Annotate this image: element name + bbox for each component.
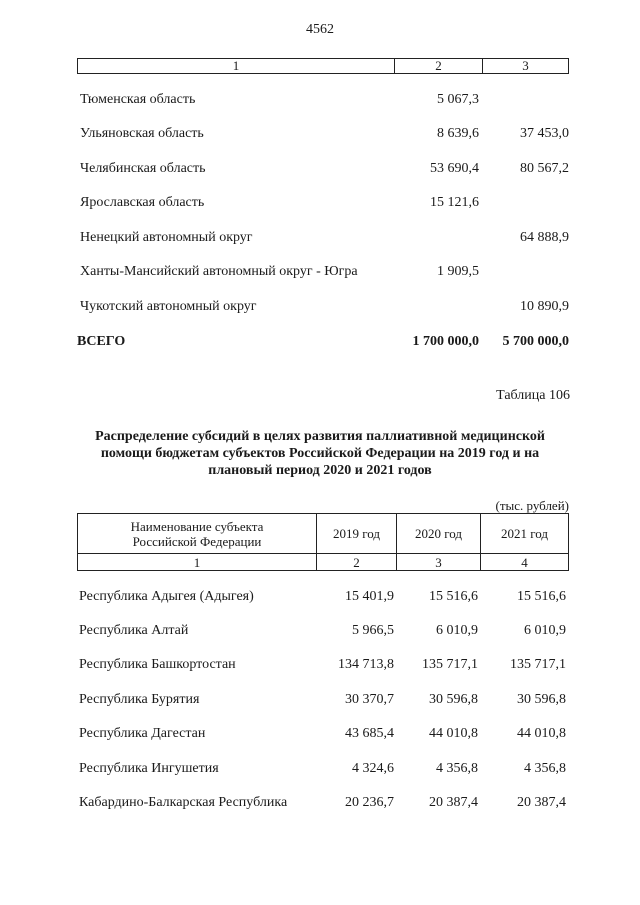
table1-header xyxy=(77,58,569,74)
subject-name: Республика Алтай xyxy=(79,623,189,638)
value-2019: 134 713,8 xyxy=(338,657,394,672)
table2-row xyxy=(77,794,569,812)
value-2021: 30 596,8 xyxy=(517,692,566,707)
region-name: Ханты-Мансийский автономный округ - Югра xyxy=(80,264,358,279)
region-name: Ненецкий автономный округ xyxy=(80,230,253,245)
unit-label: (тыс. рублей) xyxy=(495,498,569,513)
subject-name: Республика Башкортостан xyxy=(79,657,236,672)
table1-row xyxy=(77,263,569,281)
value-2019: 15 401,9 xyxy=(345,589,394,604)
table-number-label: Таблица 106 xyxy=(496,388,570,403)
value-col2: 15 121,6 xyxy=(430,195,479,210)
region-name: Тюменская область xyxy=(80,92,196,107)
table2-header xyxy=(77,513,569,571)
value-2021: 44 010,8 xyxy=(517,726,566,741)
table-title-line: помощи бюджетам субъектов Российской Федерации на 2019 год и на xyxy=(100,446,540,461)
header-2019: 2019 год xyxy=(317,514,397,553)
value-2020: 44 010,8 xyxy=(429,726,478,741)
total-col3: 5 700 000,0 xyxy=(502,334,569,349)
table1-header-col2: 2 xyxy=(395,59,483,73)
header-num-3: 3 xyxy=(397,554,481,570)
value-2021: 135 717,1 xyxy=(510,657,566,672)
table1-row xyxy=(77,229,569,247)
value-col3: 80 567,2 xyxy=(520,161,569,176)
table1-row xyxy=(77,194,569,212)
value-2020: 4 356,8 xyxy=(436,761,478,776)
table-title xyxy=(70,428,570,479)
table-title-line: Распределение субсидий в целях развития паллиативной медицинской xyxy=(95,429,545,444)
region-name: Челябинская область xyxy=(80,161,206,176)
value-2021: 15 516,6 xyxy=(517,589,566,604)
value-2019: 5 966,5 xyxy=(352,623,394,638)
header-2020: 2020 год xyxy=(397,514,481,553)
value-col2: 5 067,3 xyxy=(437,92,479,107)
total-label: ВСЕГО xyxy=(77,334,126,349)
value-2020: 6 010,9 xyxy=(436,623,478,638)
table-title-line: плановый период 2020 и 2021 годов xyxy=(208,463,432,478)
value-col3: 64 888,9 xyxy=(520,230,569,245)
table1-row xyxy=(77,91,569,109)
table2-row xyxy=(77,588,569,606)
page-number: 4562 xyxy=(306,22,334,37)
table1-header-col3: 3 xyxy=(522,58,529,73)
region-name: Чукотский автономный округ xyxy=(80,299,257,314)
subject-name: Республика Ингушетия xyxy=(79,761,219,776)
table1-header-col1: 1 xyxy=(78,59,395,73)
value-col3: 37 453,0 xyxy=(520,126,569,141)
value-col3: 10 890,9 xyxy=(520,299,569,314)
value-2020: 15 516,6 xyxy=(429,589,478,604)
value-col2: 1 909,5 xyxy=(437,264,479,279)
region-name: Ярославская область xyxy=(80,195,205,210)
header-num-2: 2 xyxy=(317,554,397,570)
table2-row xyxy=(77,760,569,778)
region-name: Ульяновская область xyxy=(80,126,204,141)
value-2020: 135 717,1 xyxy=(422,657,478,672)
value-2020: 20 387,4 xyxy=(429,795,478,810)
table2-row xyxy=(77,691,569,709)
subject-name: Республика Бурятия xyxy=(79,692,200,707)
value-col2: 8 639,6 xyxy=(437,126,479,141)
table1-row xyxy=(77,298,569,316)
table2-row xyxy=(77,622,569,640)
table1-row xyxy=(77,125,569,143)
value-2019: 4 324,6 xyxy=(352,761,394,776)
table1-row xyxy=(77,160,569,178)
header-2021: 2021 год xyxy=(501,526,548,541)
table2-row xyxy=(77,725,569,743)
total-col2: 1 700 000,0 xyxy=(412,334,479,349)
value-2019: 20 236,7 xyxy=(345,795,394,810)
value-2021: 6 010,9 xyxy=(524,623,566,638)
subject-name: Республика Адыгея (Адыгея) xyxy=(79,589,254,604)
value-2019: 30 370,7 xyxy=(345,692,394,707)
header-num-4: 4 xyxy=(521,554,528,570)
subject-name: Кабардино-Балкарская Республика xyxy=(79,795,288,810)
value-col2: 53 690,4 xyxy=(430,161,479,176)
header-subject-name: Наименование субъекта Российской Федерации xyxy=(78,514,317,553)
value-2021: 20 387,4 xyxy=(517,795,566,810)
table2-row xyxy=(77,656,569,674)
value-2020: 30 596,8 xyxy=(429,692,478,707)
value-2021: 4 356,8 xyxy=(524,761,566,776)
header-num-1: 1 xyxy=(78,554,317,570)
value-2019: 43 685,4 xyxy=(345,726,394,741)
subject-name: Республика Дагестан xyxy=(79,726,206,741)
table1-total-row xyxy=(77,333,569,351)
